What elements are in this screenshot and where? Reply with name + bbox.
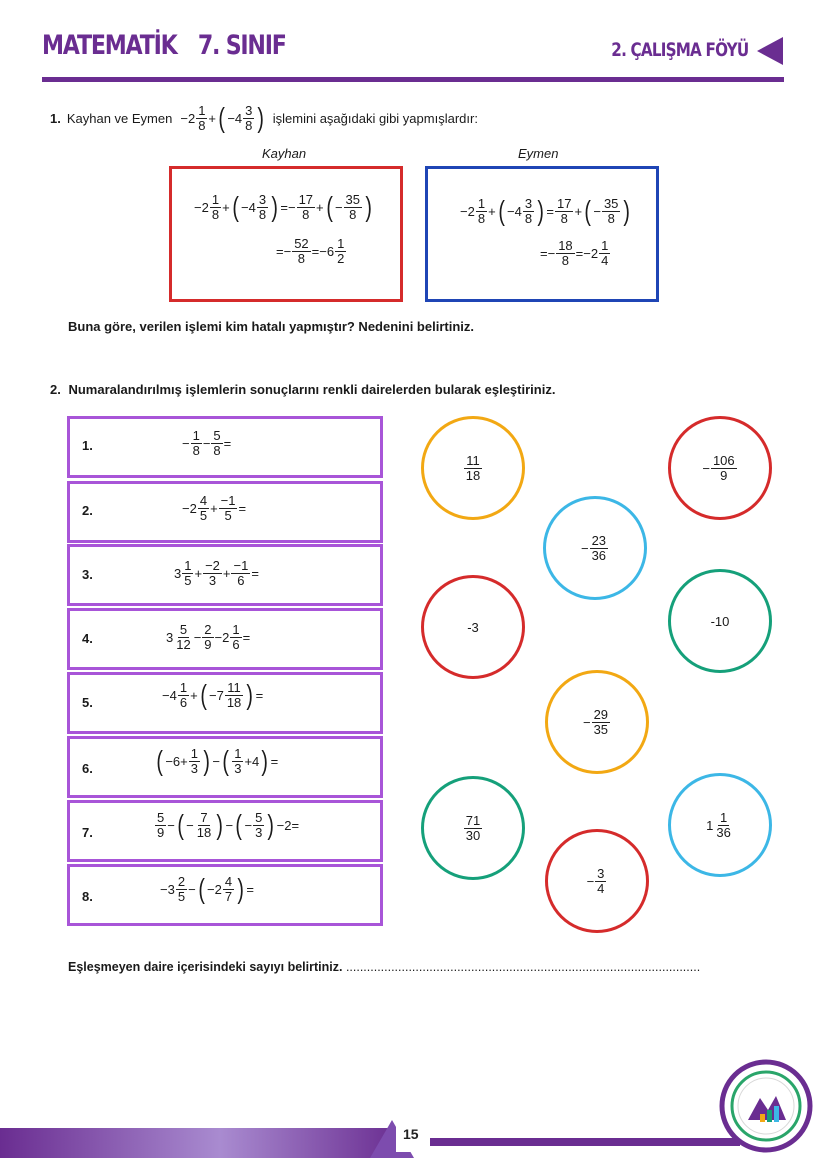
answer-circle[interactable] — [668, 416, 772, 520]
kayhan-line-2: =− 52 8 =−6 1 2 — [276, 236, 345, 266]
unmatched-text: Eşleşmeyen daire içerisindeki sayıyı belirtiniz. — [68, 960, 343, 974]
answer-circle[interactable] — [421, 575, 525, 679]
eymen-box — [425, 166, 659, 302]
answer-circle[interactable] — [668, 569, 772, 673]
answer-circle[interactable] — [421, 776, 525, 880]
answer-circle[interactable] — [421, 416, 525, 520]
problem-expression-2: −2 4 5 + −1 5 = — [182, 493, 247, 523]
problem-expression-8: −3 2 5 − ( −2 4 7 ) = — [160, 873, 254, 905]
problem-number: 6. — [82, 761, 93, 776]
kayhan-line-1: −2 1 8 + ( −4 3 8 ) =− 17 8 + ( − 35 8 ) — [194, 191, 372, 223]
problem-box-5[interactable] — [67, 672, 383, 734]
q1-expression: −2 1 8 + ( −4 3 8 ) — [180, 102, 265, 134]
circle-value-71-30: 71 30 — [465, 812, 481, 843]
answer-circle[interactable] — [543, 496, 647, 600]
problem-box-3[interactable] — [67, 544, 383, 606]
problem-expression-5: −4 1 6 + ( −7 11 18 ) = — [162, 679, 264, 711]
problem-box-8[interactable] — [67, 864, 383, 926]
problem-number: 2. — [82, 503, 93, 518]
answer-circle[interactable] — [545, 670, 649, 774]
q2-instruction-text: Numaralandırılmış işlemlerin sonuçlarını renkli dairelerden bularak eşleştiriniz. — [68, 382, 556, 397]
problem-expression-4: 3 5 12 − 2 9 −2 1 6 = — [166, 622, 251, 652]
q1-question: Buna göre, verilen işlemi kim hatalı yapmıştır? Nedenini belirtiniz. — [68, 319, 474, 334]
problem-box-2[interactable] — [67, 481, 383, 543]
q1-intro — [50, 104, 478, 132]
problem-expression-7: 5 9 − ( − 7 18 ) − ( − 5 3 ) −2= — [157, 809, 300, 841]
q2-instruction — [50, 382, 555, 397]
subject-title: MATEMATİK — [42, 30, 177, 61]
problem-number: 7. — [82, 825, 93, 840]
problem-number: 1. — [82, 438, 93, 453]
header-rule — [42, 77, 784, 82]
footer-band-left — [0, 1128, 400, 1158]
triangle-marker-icon — [757, 37, 783, 65]
problem-box-7[interactable] — [67, 800, 383, 862]
sheet-title: 2. ÇALIŞMA FÖYÜ — [610, 39, 748, 61]
answer-dots[interactable]: ...................................................................................................... — [345, 960, 701, 974]
circle-value-11-18: 11 18 — [465, 452, 481, 483]
footer-band-right — [420, 1138, 740, 1146]
problem-box-1[interactable] — [67, 416, 383, 478]
logo-seal-icon — [718, 1058, 814, 1154]
problem-expression-3: 3 1 5 + −2 3 + −1 6 = — [174, 558, 259, 588]
page-title — [42, 30, 286, 61]
problem-box-6[interactable] — [67, 736, 383, 798]
answer-circle[interactable] — [545, 829, 649, 933]
problem-expression-1: − 1 8 − 5 8 = — [182, 428, 232, 458]
answer-circle[interactable] — [668, 773, 772, 877]
problem-expression-6: ( −6+ 1 3 ) − ( 1 3 +4 ) = — [156, 745, 279, 777]
eymen-line-1: −2 1 8 + ( −4 3 8 ) = 17 8 + ( − 35 8 ) — [460, 195, 631, 227]
problem-number: 8. — [82, 889, 93, 904]
q1-intro-after: işlemini aşağıdaki gibi yapmışlardır: — [272, 110, 478, 126]
eymen-line-2: =− 18 8 =−2 1 4 — [540, 238, 609, 268]
q2-number: 2. — [50, 382, 61, 397]
kayhan-box — [169, 166, 403, 302]
problem-number: 4. — [82, 631, 93, 646]
q1-intro-text: Kayhan ve Eymen — [66, 110, 173, 126]
grade-title: 7. SINIF — [197, 30, 286, 61]
problem-box-4[interactable] — [67, 608, 383, 670]
eymen-label: Eymen — [518, 146, 559, 161]
circle-value-neg-23-36: − 23 36 — [580, 532, 607, 563]
unmatched-question — [68, 960, 700, 974]
q1-number: 1. — [50, 110, 61, 126]
problem-number: 3. — [82, 567, 93, 582]
circle-value-neg-106-9: − 106 9 — [702, 452, 735, 483]
circle-value-neg-3: -3 — [467, 619, 479, 635]
circle-value-neg-3-4: − 3 4 — [586, 865, 605, 896]
page-number: 15 — [403, 1126, 419, 1142]
problem-number: 5. — [82, 695, 93, 710]
kayhan-label: Kayhan — [262, 146, 307, 161]
circle-value-neg-29-35: − 29 35 — [582, 706, 609, 737]
circle-value-1-1-36: 1 1 36 — [706, 809, 731, 840]
circle-value-neg-10: -10 — [710, 613, 730, 629]
